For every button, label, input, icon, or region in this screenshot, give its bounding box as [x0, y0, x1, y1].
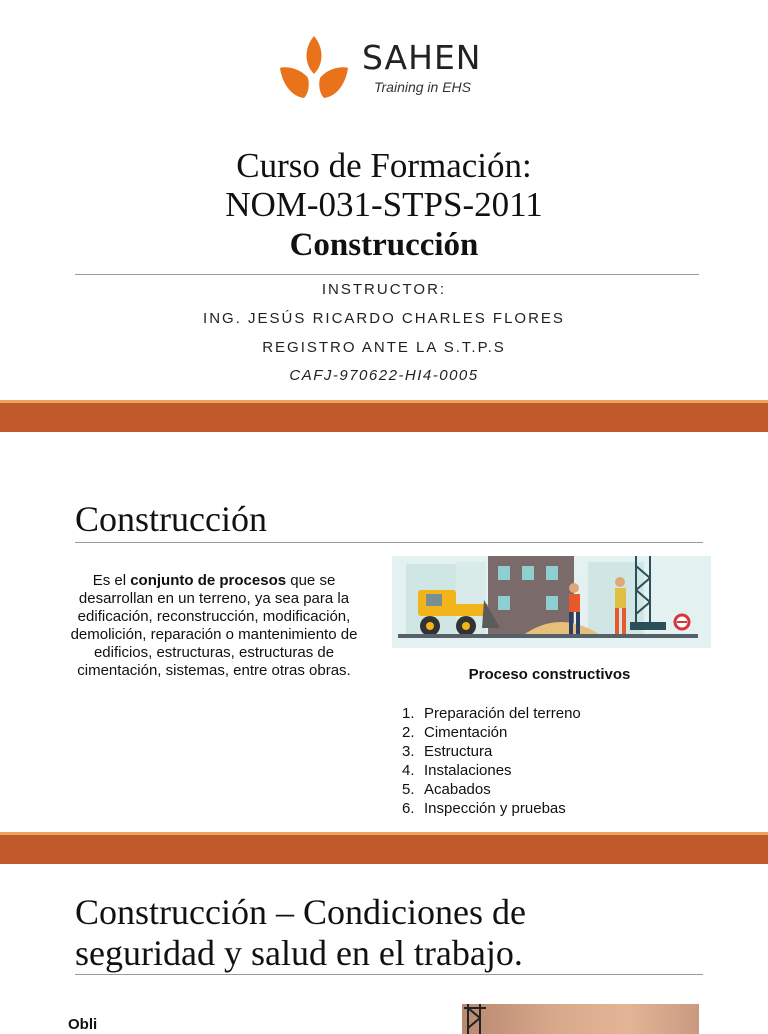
slide-title: Construcción – Condiciones de seguridad y salud en el trabajo.: [75, 892, 526, 973]
divider: [75, 274, 699, 275]
process-title: Proceso constructivos: [468, 666, 631, 683]
registry-code: CAFJ-970622-HI4-0005: [289, 367, 479, 384]
slide-separator: [0, 400, 768, 432]
slide-separator: [0, 832, 768, 864]
construction-photo: [462, 1004, 699, 1034]
sahen-logo: [278, 34, 498, 104]
list-item: 1. Preparación del terreno: [402, 705, 581, 722]
course-title-line1: Curso de Formación:: [236, 146, 532, 185]
safety-slide: [0, 864, 768, 1033]
list-item: 4. Instalaciones: [402, 762, 512, 779]
logo-name: SAHEN: [362, 38, 482, 77]
crane-icon: [464, 1004, 488, 1034]
logo-tagline: Training in EHS: [374, 79, 472, 95]
divider: [75, 974, 703, 975]
instructor-name: ING. JESÚS RICARDO CHARLES FLORES: [203, 310, 565, 327]
construction-illustration: [392, 556, 711, 648]
slide-title: Construcción: [75, 499, 267, 539]
definition-bold: conjunto de procesos: [130, 572, 287, 589]
leaf-logo-icon: [278, 34, 350, 100]
course-title-line2: NOM-031-STPS-2011: [225, 185, 543, 224]
body-text: Obli: [68, 1016, 98, 1033]
title-slide: [0, 0, 768, 400]
list-item: 5. Acabados: [402, 781, 491, 798]
instructor-label: INSTRUCTOR:: [321, 281, 447, 298]
process-steps: [402, 704, 581, 818]
course-title-bold: Construcción: [289, 227, 479, 263]
registry-label: REGISTRO ANTE LA S.T.P.S: [262, 339, 506, 356]
list-item: 6. Inspección y pruebas: [402, 800, 566, 817]
construction-slide: [0, 432, 768, 832]
divider: [75, 542, 703, 543]
list-item: 2. Cimentación: [402, 724, 508, 741]
list-item: 3. Estructura: [402, 743, 493, 760]
definition-text: Es el conjunto de procesos que se desarrollan en un terreno, ya sea para la edificación, reconstrucción, modificación, demolición, reparación o mantenimiento de edificios, estructuras, estructuras de cimentación, sistemas, entre otras obras.: [70, 572, 358, 679]
